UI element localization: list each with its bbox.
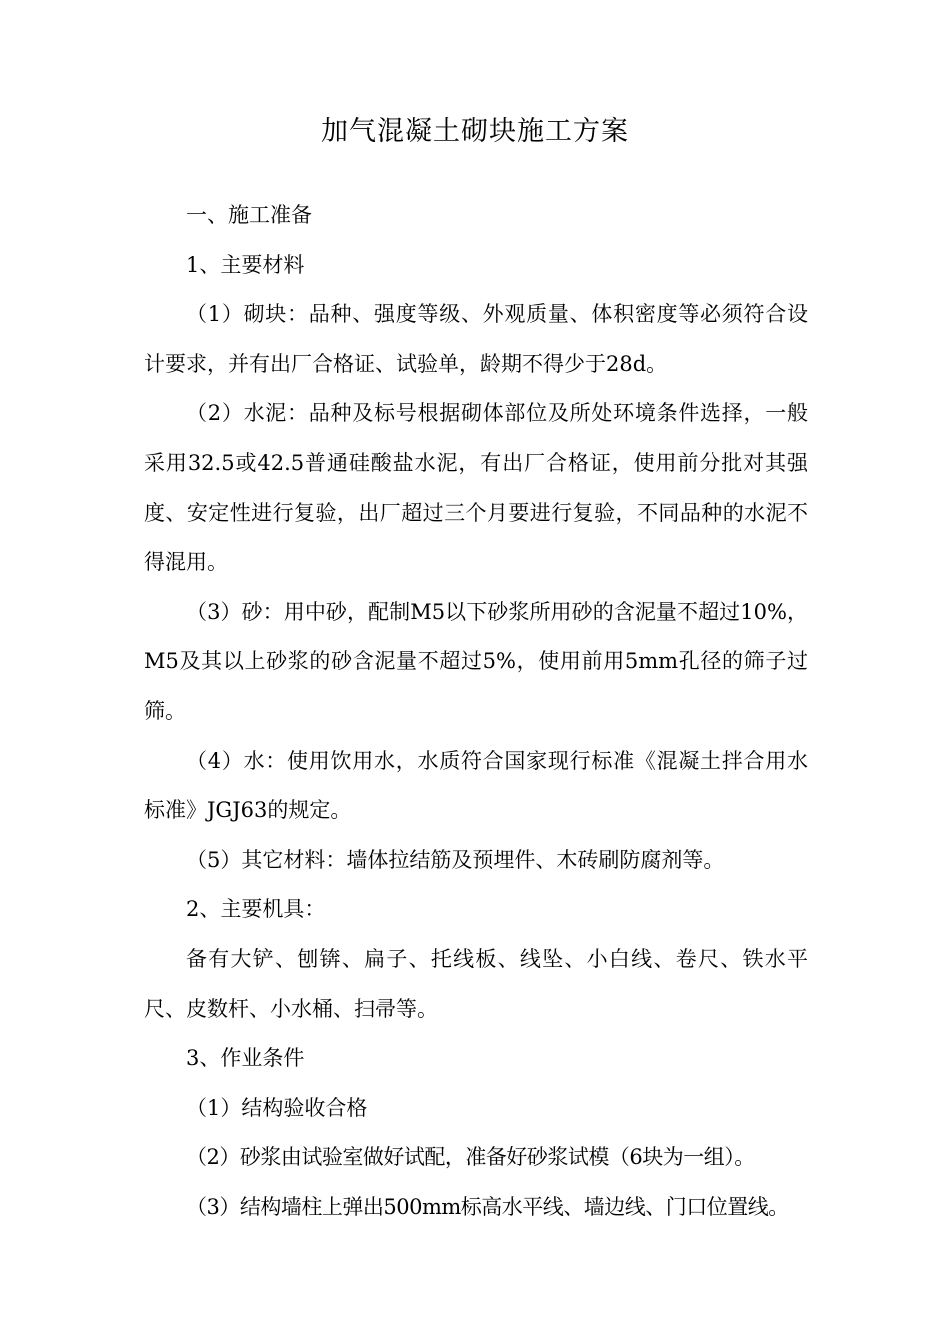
subsection-heading: 3、作业条件 [186, 1046, 305, 1071]
paragraph: （4）水：使用饮用水，水质符合国家现行标准《混凝土拌合用水标准》JGJ63的规定。 [144, 748, 808, 823]
paragraph: （5）其它材料：墙体拉结筋及预埋件、木砖刷防腐剂等。 [186, 847, 725, 872]
section-heading: 一、施工准备 [186, 203, 312, 227]
subsection-heading: 2、主要机具： [186, 897, 326, 922]
subsection-heading: 1、主要材料 [186, 252, 305, 277]
document-title: 加气混凝土砌块施工方案 [321, 116, 629, 147]
paragraph: （2）水泥：品种及标号根据砌体部位及所处环境条件选择，一般采用32.5或42.5普通硅酸盐水泥，有出厂合格证，使用前分批对其强度、安定性进行复验，出厂超过三个月要进行复验，不同品种的水泥不得混用。 [144, 401, 808, 575]
paragraph: （1）砌块：品种、强度等级、外观质量、体积密度等必须符合设计要求，并有出厂合格证、试验单，龄期不得少于28d。 [144, 302, 808, 376]
paragraph: （3）砂：用中砂，配制M5以下砂浆所用砂的含泥量不超过10%，M5及其以上砂浆的砂含泥量不超过5%，使用前用5mm孔径的筛子过筛。 [144, 599, 808, 723]
paragraph: （2）砂浆由试验室做好试配，准备好砂浆试模（6块为一组）。 [186, 1145, 755, 1170]
paragraph: （1）结构验收合格 [186, 1095, 368, 1120]
paragraph: 备有大铲、刨锛、扁子、托线板、线坠、小白线、卷尺、铁水平尺、皮数杆、小水桶、扫帚等。 [144, 946, 808, 1021]
paragraph: （3）结构墙柱上弹出500mm标高水平线、墙边线、门口位置线。 [186, 1194, 789, 1219]
document-body [144, 191, 808, 1232]
